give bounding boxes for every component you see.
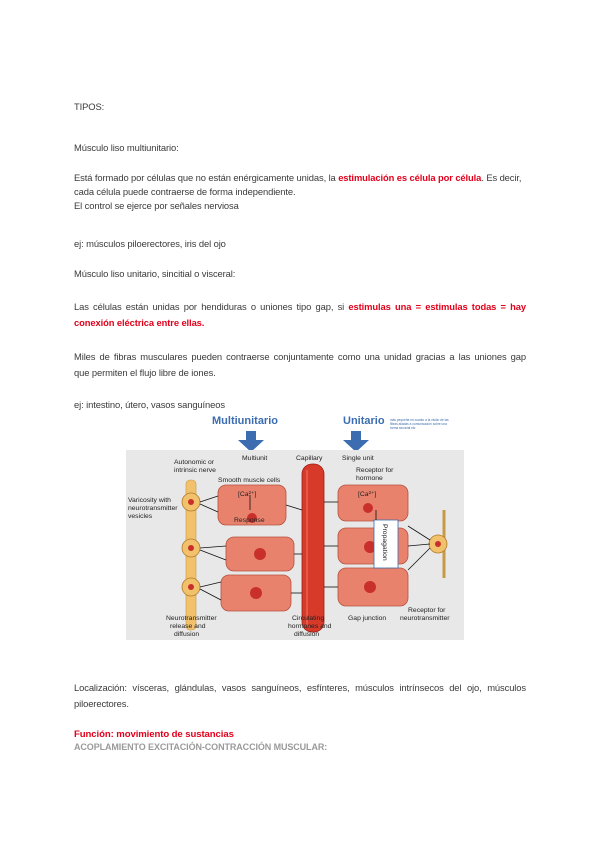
text: . Es decir,: [481, 172, 522, 183]
arrow: [408, 526, 430, 540]
label-gap-junction: Gap junction: [348, 615, 387, 622]
label-ca-left: [Ca²⁺]: [238, 491, 257, 498]
label-ca-right: [Ca²⁺]: [358, 491, 377, 498]
label-smooth-cells: Smooth muscle cells: [218, 477, 281, 484]
paragraph-localizacion: [74, 681, 526, 711]
vesicle-icon: [188, 584, 194, 590]
paragraph-line: Miles de fibras musculares pueden contraerse conjuntamente como una unidad gracias a las uniones gap: [74, 351, 526, 362]
vesicle-icon: [188, 499, 194, 505]
label-receptor-neuro-2: neurotransmitter: [400, 615, 450, 622]
nucleus: [254, 548, 266, 560]
example-multi: ej: músculos piloerectores, iris del ojo: [74, 238, 226, 249]
label-neuro-release: Neurotransmitter: [166, 615, 217, 622]
highlight-text: conexión eléctrica entre ellas.: [74, 317, 205, 328]
smooth-muscle-figure: [126, 450, 464, 640]
highlight-text: estimulación es célula por célula: [338, 172, 482, 183]
arrow: [408, 544, 430, 546]
figure-diagram: [126, 450, 464, 640]
paragraph-line: que permiten el flujo libre de iones.: [74, 367, 216, 378]
label-autonomic: Autonomic or: [174, 459, 215, 466]
arrow: [286, 505, 302, 510]
label-receptor-hormone: Receptor for: [356, 467, 394, 474]
down-arrow-icon: [343, 431, 369, 452]
capillary-vessel: [302, 464, 324, 632]
arrow: [200, 504, 218, 512]
label-varicosity-2: neurotransmitter: [128, 505, 178, 512]
label-circulating: Circulating: [292, 615, 325, 622]
heading-tipos: TIPOS:: [74, 101, 105, 112]
label-propagation: Propagation: [381, 524, 388, 561]
figure-title-unit: Unitario: [343, 415, 385, 427]
label-circulating-2: hormones and: [288, 623, 332, 630]
label-multiunit: Multiunit: [242, 455, 268, 462]
arrow: [200, 550, 226, 560]
highlight-text: estimulas una = estimulas todas = hay: [348, 301, 527, 312]
figure-side-note: más pequeña en cuanto a la visión de las fibras aliadas a comunicación sobre una forma sincicial etc: [390, 418, 449, 430]
nucleus: [363, 503, 373, 513]
vesicle-icon: [435, 541, 441, 547]
paragraph-line: Localización: vísceras, glándulas, vasos sanguíneos, esfínteres, músculos intrínsecos del ojo, músculos: [74, 682, 526, 693]
label-neuro-release-3: diffusion: [174, 631, 200, 638]
arrow: [200, 589, 221, 600]
label-varicosity-3: vesicles: [128, 513, 153, 520]
heading-funcion: Función: movimiento de sustancias: [74, 729, 234, 740]
heading-acoplamiento: ACOPLAMIENTO EXCITACIÓN-CONTRACCIÓN MUSCULAR:: [74, 742, 328, 752]
down-arrow-icon: [238, 431, 264, 452]
text: Está formado por células que no están enérgicamente unidas, la: [74, 172, 339, 183]
arrow: [200, 582, 221, 587]
heading-multiunitario: Músculo liso multiunitario:: [74, 142, 179, 153]
vesicle-icon: [188, 545, 194, 551]
arrow: [408, 548, 430, 570]
arrow: [200, 546, 226, 548]
heading-unitario: Músculo liso unitario, sincitial o visceral:: [74, 268, 236, 279]
label-capillary: Capillary: [296, 455, 323, 462]
label-single-unit: Single unit: [342, 455, 374, 462]
label-circulating-3: diffusion: [294, 631, 320, 638]
nucleus: [250, 587, 262, 599]
text: Las células están unidas por hendiduras o uniones tipo gap, si: [74, 301, 349, 312]
text: cada célula puede contraerse de forma independiente.: [74, 186, 296, 197]
label-response: Response: [234, 517, 265, 524]
text: El control se ejerce por señales nerviosa: [74, 200, 239, 211]
label-varicosity: Varicosity with: [128, 497, 171, 504]
label-autonomic-2: intrinsic nerve: [174, 467, 216, 474]
arrow: [200, 496, 218, 502]
label-receptor-hormone-2: hormone: [356, 475, 383, 482]
figure-title-multi: Multiunitario: [212, 415, 278, 427]
label-neuro-release-2: release and: [170, 623, 206, 630]
example-unit: ej: intestino, útero, vasos sanguíneos: [74, 399, 225, 410]
paragraph-line: piloerectores.: [74, 698, 129, 709]
nucleus: [364, 581, 376, 593]
label-receptor-neuro: Receptor for: [408, 607, 446, 614]
